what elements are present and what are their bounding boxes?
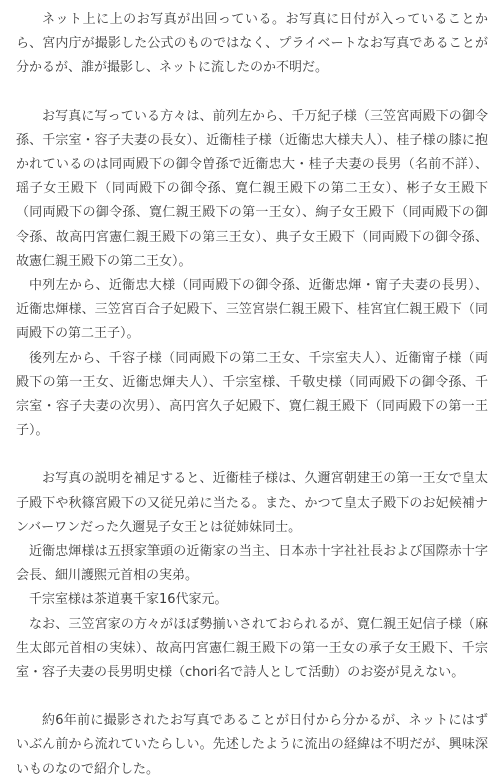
paragraph-front-row: お写真に写っている方々は、前列左から、千万紀子様（三笠宮両殿下の御令孫、千宗室・容子夫妻の長女）、近衞桂子様（近衞忠大様夫人）、桂子様の膝に抱かれているのは同両殿下の御令曽孫で近衞忠大・桂子夫妻の長男（名前不詳）、瑶子女王殿下（同両殿下の御令孫、寛仁親王殿下の第二王女）、彬子女王殿下（同両殿下の御令孫、寛仁親王殿下の第一王女）、絢子女王殿下（同両殿下の御令孫、故高円宮憲仁親王殿下の第三王女）、典子女王殿下（同両殿下の御令孫、故憲仁親王殿下の第二王女）。 [16,108,488,269]
paragraph-middle-row: 中列左から、近衞忠大様（同両殿下の御令孫、近衞忠煇・甯子夫妻の長男）、近衞忠煇様、三笠宮百合子妃殿下、三笠宮崇仁親王殿下、桂宮宜仁親王殿下（同両殿下の第二王子）。 [16,278,488,342]
paragraph-spacer [16,81,488,105]
paragraph-supplement: お写真の説明を補足すると、近衞桂子様は、久邇宮朝建王の第一王女で皇太子殿下や秋篠宮殿下の又従兄弟に当たる。また、かつて皇太子殿下のお妃候補ナンバーワンだった久邇晃子女王とは従姉妹同士。 [16,471,488,535]
paragraph-absent: なお、三笠宮家の方々がほぼ勢揃いされておられるが、寛仁親王妃信子様（麻生太郎元首相の実妹）、故高円宮憲仁親王殿下の第一王女の承子女王殿下、千宗室・容子夫妻の長男明史様（chori名で詩人として活動）のお姿が見えない。 [16,616,488,681]
paragraph-konoe: 近衞忠煇様は五摂家筆頭の近衛家の当主、日本赤十字社社長および国際赤十字会長、細川護煕元首相の実弟。 [16,544,488,584]
paragraph-sen: 千宗室様は茶道裏千家16代家元。 [29,592,228,608]
paragraph-spacer [16,685,488,709]
paragraph-closing: 約6年前に撮影されたお写真であることが日付から分かるが、ネットにはずいぶん前から流れていたらしい。先述したように流出の経緯は不明だが、興味深いものなので紹介した。 [16,713,488,777]
paragraph-spacer [16,443,488,467]
paragraph-intro: ネット上に上のお写真が出回っている。お写真に日付が入っていることから、宮内庁が撮影した公式のものではなく、プライベートなお写真であることが分かるが、誰が撮影し、ネットに流したのか不明だ。 [16,12,488,76]
paragraph-back-row: 後列左から、千容子様（同両殿下の第二王女、千宗室夫人）、近衞甯子様（両殿下の第一王女、近衞忠煇夫人）、千宗室様、千敬史様（同両殿下の御令孫、千宗室・容子夫妻の次男）、高円宮久子妃殿下、寛仁親王殿下（同両殿下の第一王子）。 [16,350,488,439]
